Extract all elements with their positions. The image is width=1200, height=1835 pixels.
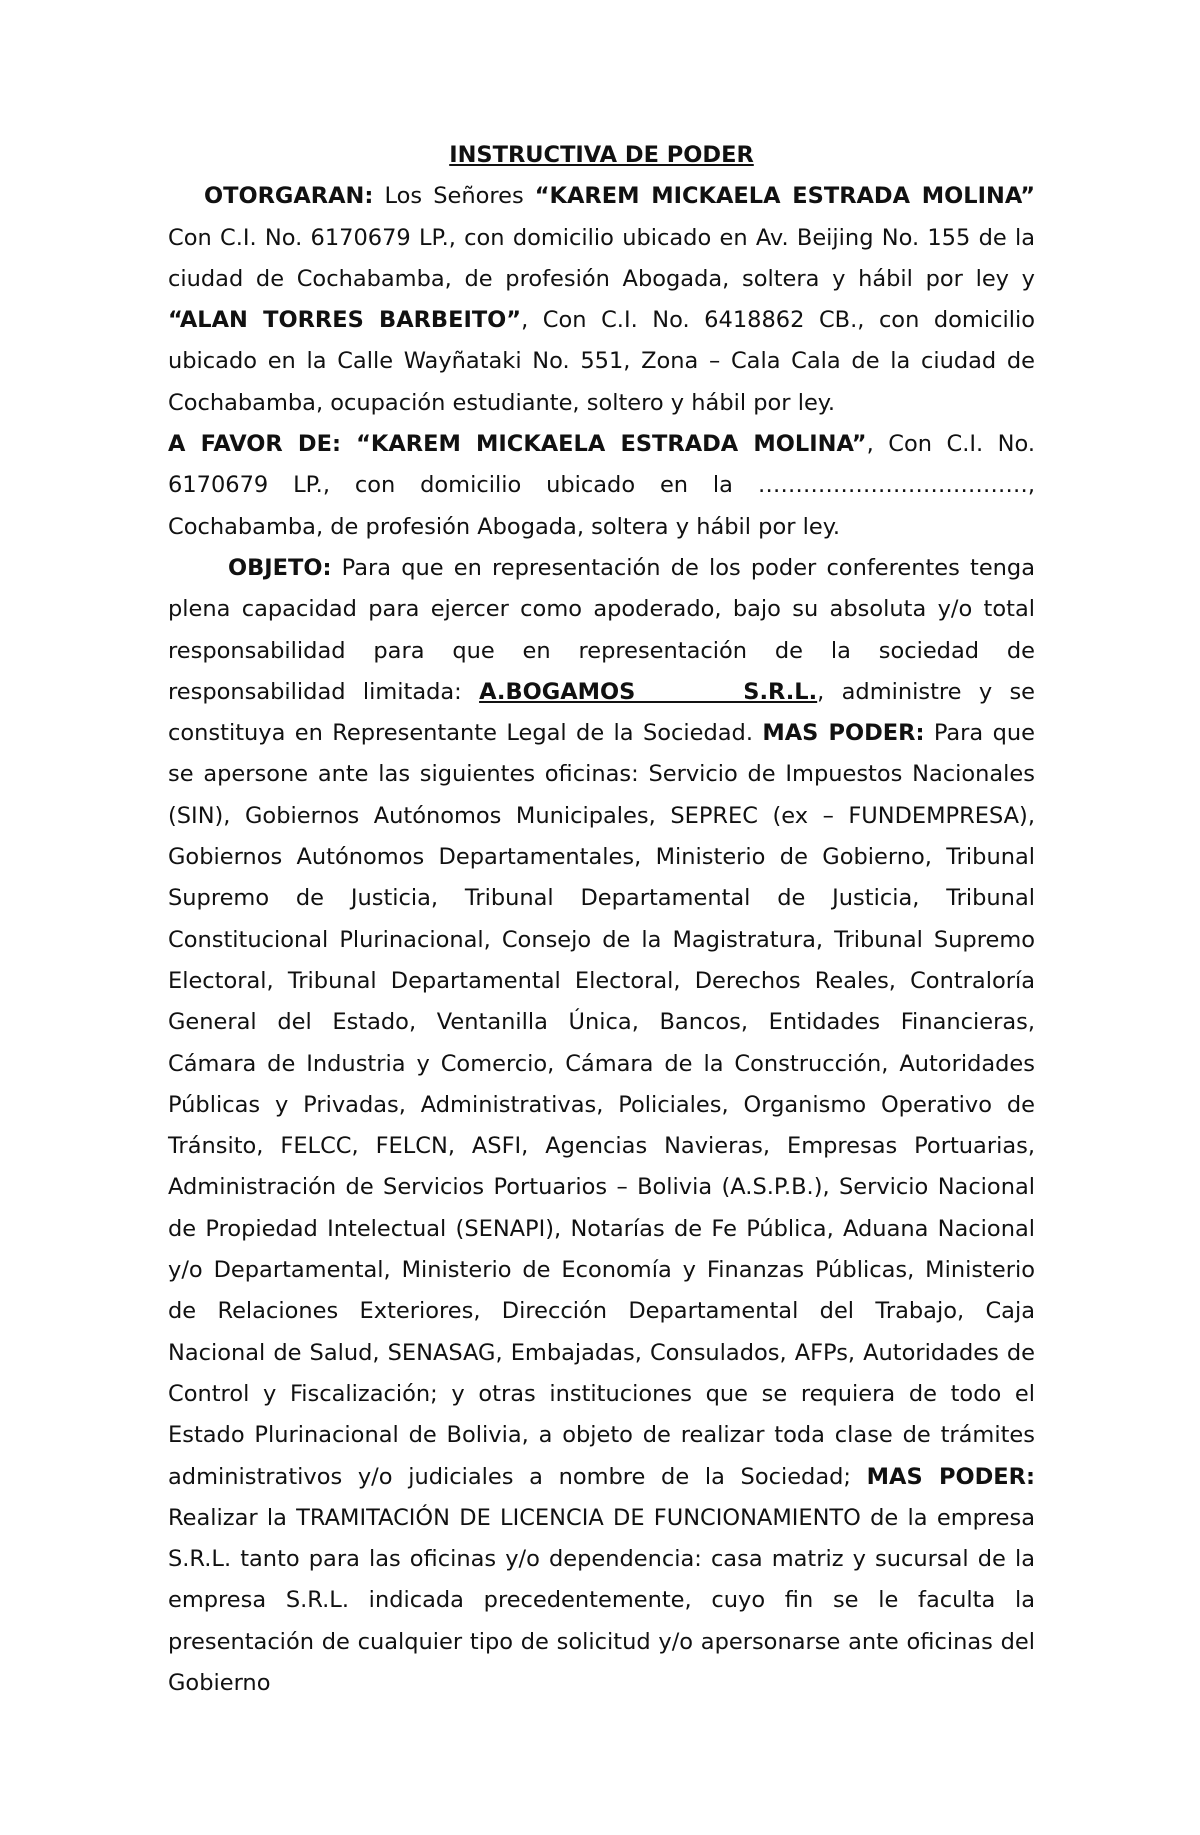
document-title: [168, 135, 1035, 176]
otorgaran-text-2: Con C.I. No. 6170679 LP., con domicilio ubicado en Av. Beijing No. 155 de la ciudad de Cochabamba, de profesión Abogada, soltera y hábil por ley y: [168, 224, 1035, 292]
objeto-text-2: , administre y se constituya en Representante Legal de la Sociedad.: [168, 678, 1036, 747]
document-body: [168, 135, 1035, 1704]
grantor-name-2: “ALAN TORRES BARBEITO”: [168, 307, 522, 334]
otorgaran-label: OTORGARAN:: [204, 183, 374, 210]
a-favor-label: A FAVOR DE: “KAREM MICKAELA ESTRADA MOLINA”: [168, 431, 867, 458]
otorgaran-paragraph: [168, 176, 1035, 424]
objeto-label: OBJETO:: [228, 554, 332, 581]
otorgaran-text-1: Los Señores: [373, 183, 535, 210]
objeto-paragraph: [168, 548, 1035, 1704]
mas-poder-label-2: MAS PODER:: [866, 1463, 1035, 1490]
otorgaran-text-3: , Con C.I. No. 6418862 CB., con domicilio ubicado en la Calle Wayñataki No. 551, Zona – Cala Cala de la ciudad de Cochabamba, ocupación estudiante, soltero y hábil por ley.: [168, 307, 1035, 416]
objeto-text-1: Para que en representación de los poder conferentes tenga plena capacidad para ejercer como apoderado, bajo su absoluta y/o total responsabilidad para que en representación de la sociedad de responsabilidad limitada:: [168, 554, 1035, 705]
objeto-text-4: Realizar la TRAMITACIÓN DE LICENCIA DE FUNCIONAMIENTO de la empresa S.R.L. tanto para las oficinas y/o dependencia: casa matriz y sucursal de la empresa S.R.L. indicada precedentemente, cuyo fin se le faculta la presentación de cualquier tipo de solicitud y/o apersonarse ante oficinas del Gobierno: [168, 1504, 1035, 1696]
a-favor-text: , Con C.I. No. 6170679 LP., con domicilio ubicado en la ………………………………, Cochabamba, de profesión Abogada, soltera y hábil por ley.: [168, 431, 1035, 540]
title-text: INSTRUCTIVA DE PODER: [449, 142, 754, 168]
a-favor-paragraph: [168, 424, 1035, 548]
objeto-text-3: Para que se apersone ante las siguientes oficinas: Servicio de Impuestos Nacionales (SIN), Gobiernos Autónomos Municipales, SEPREC (ex – FUNDEMPRESA), Gobiernos Autónomos Departamentales, Ministerio de Gobierno, Tribunal Supremo de Justicia, Tribunal Departamental de Justicia, Tribunal Constitucional Plurinacional, Consejo de la Magistratura, Tribunal Supremo Electoral, Tribunal Departamental Electoral, Derechos Reales, Contraloría General del Estado, Ventanilla Única, Bancos, Entidades Financieras, Cámara de Industria y Comercio, Cámara de la Construcción, Autoridades Públicas y Privadas, Administrativas, Policiales, Organismo Operativo de Tránsito, FELCC, FELCN, ASFI, Agencias Navieras, Empresas Portuarias, Administración de Servicios Portuarios – Bolivia (A.S.P.B.), Servicio Nacional de Propiedad Intelectual (SENAPI), Notarías de Fe Pública, Aduana Nacional y/o Departamental, Ministerio de Economía y Finanzas Públicas, Ministerio de Relaciones Exteriores, Dirección Departamental del Trabajo, Caja Nacional de Salud, SENASAG, Embajadas, Consulados, AFPs, Autoridades de Control y Fiscalización; y otras instituciones que se requiera de todo el Estado Plurinacional de Bolivia, a objeto de realizar toda clase de trámites administrativos y/o judiciales a nombre de la Sociedad;: [168, 720, 1035, 1490]
mas-poder-label-1: MAS PODER:: [762, 720, 925, 747]
grantor-name-1: “KAREM MICKAELA ESTRADA MOLINA”: [534, 183, 1035, 210]
company-name: A.BOGAMOS S.R.L.: [479, 678, 818, 705]
